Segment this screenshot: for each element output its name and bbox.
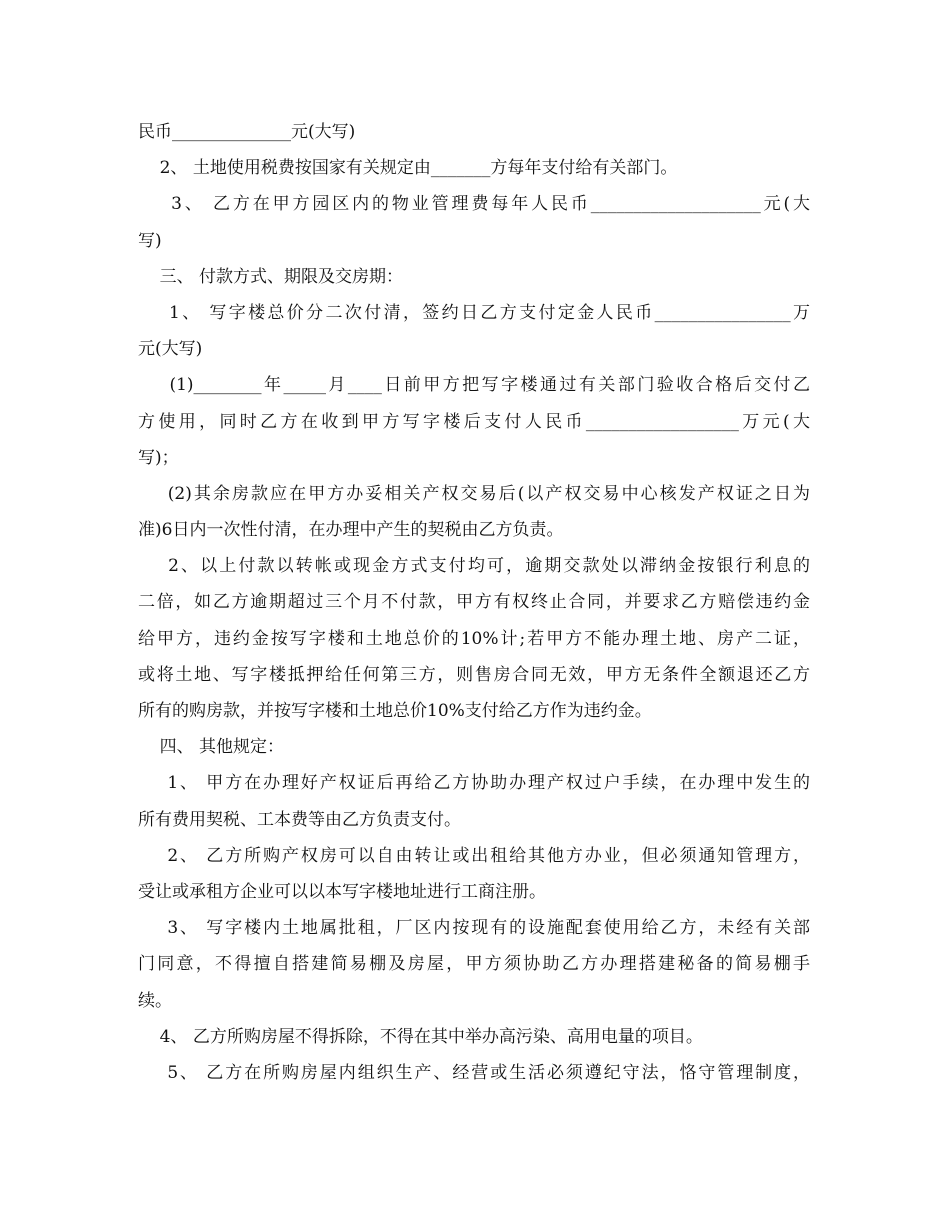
text-line: 2、以上付款以转帐或现金方式支付均可，逾期交款处以滞纳金按银行利息的 — [138, 556, 810, 577]
text-line: 所有费用契税、工本费等由乙方负责支付。 — [138, 809, 461, 830]
text-line: 写)； — [138, 447, 179, 468]
text-line: 二倍，如乙方逾期超过三个月不付款，甲方有权终止合同，并要求乙方赔偿违约金 — [138, 592, 810, 613]
contract-body — [138, 114, 810, 1091]
text-line: 方使用，同时乙方在收到甲方写字楼后支付人民币__________________万元(大 — [138, 411, 810, 432]
section-heading: 三、 付款方式、期限及交房期： — [138, 266, 404, 287]
section-heading: 四、 其他规定： — [138, 737, 285, 758]
text-line: 续。 — [138, 990, 172, 1011]
text-line: 民币______________元(大写) — [138, 122, 356, 142]
text-line: 2、 土地使用税费按国家有关规定由_______方每年支付给有关部门。 — [138, 158, 678, 179]
text-line: 写) — [138, 230, 162, 251]
text-line: 2、 乙方所购产权房可以自由转让或出租给其他方办业，但必须通知管理方， — [138, 845, 810, 866]
text-line: 5、 乙方在所购房屋内组织生产、经营或生活必须遵纪守法，恪守管理制度， — [138, 1062, 810, 1083]
text-line: 给甲方，违约金按写字楼和土地总价的10%计;若甲方不能办理土地、房产二证， — [138, 628, 810, 649]
text-line: 门同意，不得擅自搭建简易棚及房屋，甲方须协助乙方办理搭建秘备的简易棚手 — [138, 954, 810, 975]
text-line: 3、 写字楼内土地属批租，厂区内按现有的设施配套使用给乙方，未经有关部 — [138, 918, 810, 939]
text-line: 元(大写) — [138, 339, 203, 360]
text-line: (1)________年_____月____日前甲方把写字楼通过有关部门验收合格后交付乙 — [138, 375, 810, 396]
text-line: 1、 写字楼总价分二次付清，签约日乙方支付定金人民币________________万 — [138, 302, 810, 323]
text-line: 或将土地、写字楼抵押给任何第三方，则售房合同无效，甲方无条件全额退还乙方 — [138, 664, 810, 685]
text-line: 4、 乙方所购房屋不得拆除，不得在其中举办高污染、高用电量的项目。 — [138, 1026, 703, 1047]
text-line: 1、 甲方在办理好产权证后再给乙方协助办理产权过户手续，在办理中发生的 — [138, 773, 810, 794]
text-line: 所有的购房款，并按写字楼和土地总价10%支付给乙方作为违约金。 — [138, 701, 652, 721]
text-line: (2)其余房款应在甲方办妥相关产权交易后(以产权交易中心核发产权证之日为 — [138, 483, 810, 504]
text-line: 准)6日内一次性付清，在办理中产生的契税由乙方负责。 — [138, 520, 564, 541]
text-line: 受让或承租方企业可以以本写字楼地址进行工商注册。 — [138, 881, 546, 902]
text-line: 3、 乙方在甲方园区内的物业管理费每年人民币____________________元(大 — [138, 194, 810, 215]
